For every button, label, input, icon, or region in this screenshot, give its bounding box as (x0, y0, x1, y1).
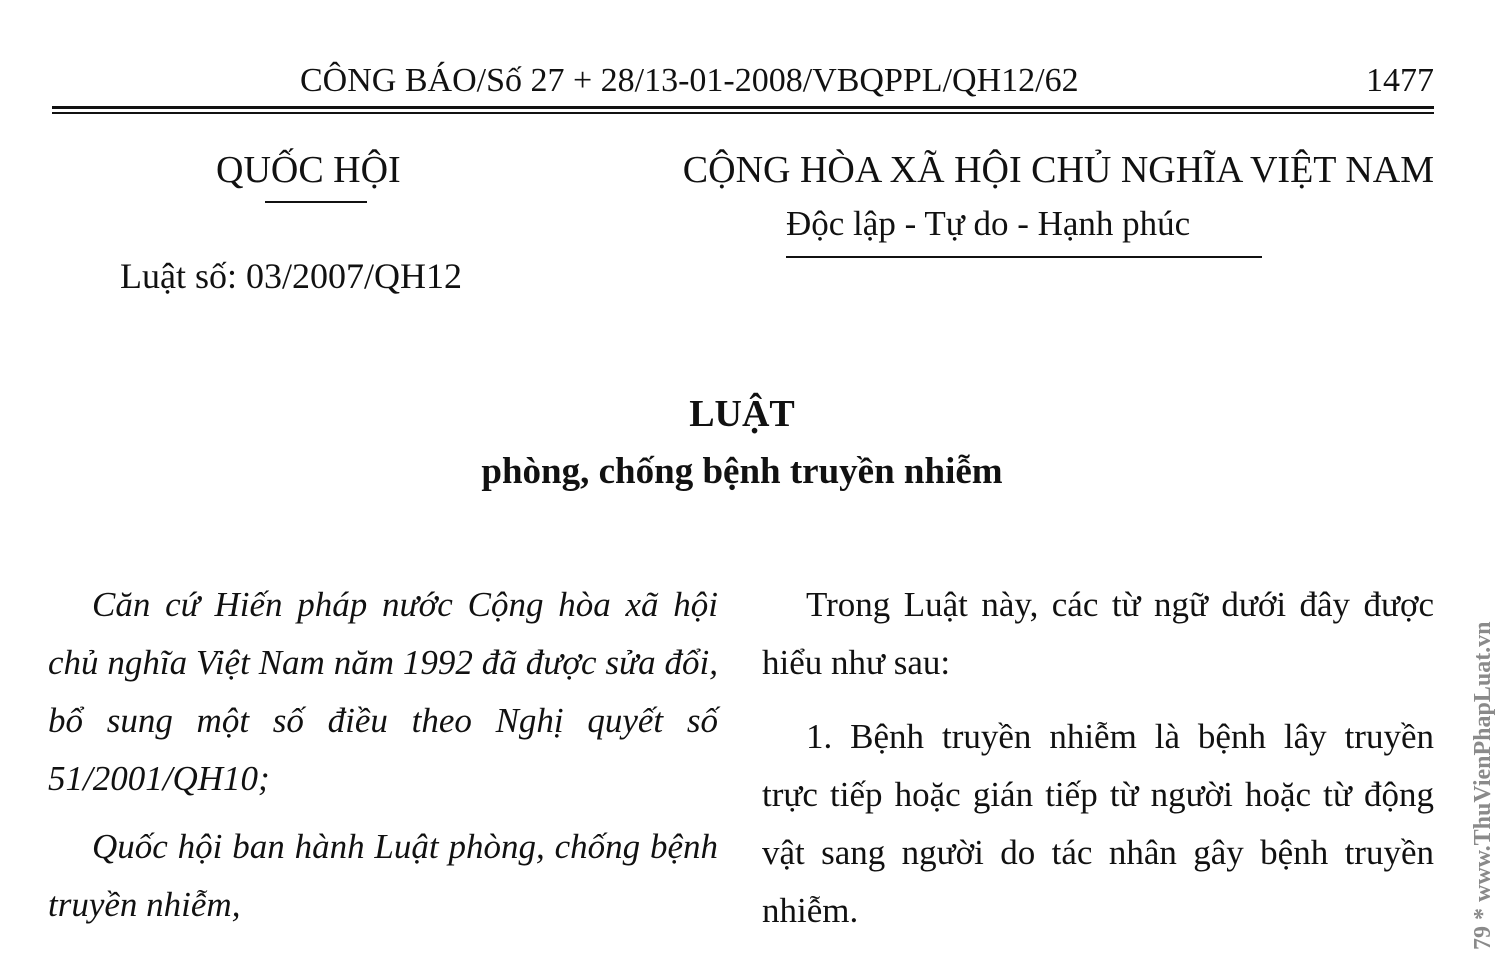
right-column (762, 576, 1434, 956)
document-title: LUẬT (689, 393, 795, 435)
definitions-intro: Trong Luật này, các từ ngữ dưới đây được hiểu như sau: (762, 585, 1434, 682)
watermark-text: 79 * www.ThuVienPhapLuat.vn (1470, 621, 1496, 950)
issuing-agency: QUỐC HỘI (216, 149, 401, 191)
watermark (1462, 556, 1502, 956)
definition-item-1: 1. Bệnh truyền nhiễm là bệnh lây truyền trực tiếp hoặc gián tiếp từ người hoặc từ động vật sang người do tác nhân gây bệnh truyền nhiễm. (762, 717, 1434, 930)
law-number: Luật số: 03/2007/QH12 (120, 256, 462, 296)
left-column (48, 576, 718, 934)
preamble-enactment: Quốc hội ban hành Luật phòng, chống bệnh truyền nhiễm, (48, 827, 718, 924)
header-rule-thin (52, 112, 1434, 114)
document-subtitle: phòng, chống bệnh truyền nhiễm (481, 451, 1003, 492)
motto-underline (786, 256, 1262, 258)
national-motto: Độc lập - Tự do - Hạnh phúc (786, 204, 1191, 243)
preamble-basis: Căn cứ Hiến pháp nước Cộng hòa xã hội chủ nghĩa Việt Nam năm 1992 đã được sửa đổi, bổ sung một số điều theo Nghị quyết số 51/2001/QH10; (48, 585, 718, 798)
gazette-header: CÔNG BÁO/Số 27 + 28/13-01-2008/VBQPPL/QH12/62 (300, 62, 1079, 99)
agency-underline (265, 201, 367, 203)
header-rule-thick (52, 106, 1434, 109)
national-title: CỘNG HÒA XÃ HỘI CHỦ NGHĨA VIỆT NAM (682, 149, 1434, 191)
page-number: 1477 (1366, 62, 1434, 99)
